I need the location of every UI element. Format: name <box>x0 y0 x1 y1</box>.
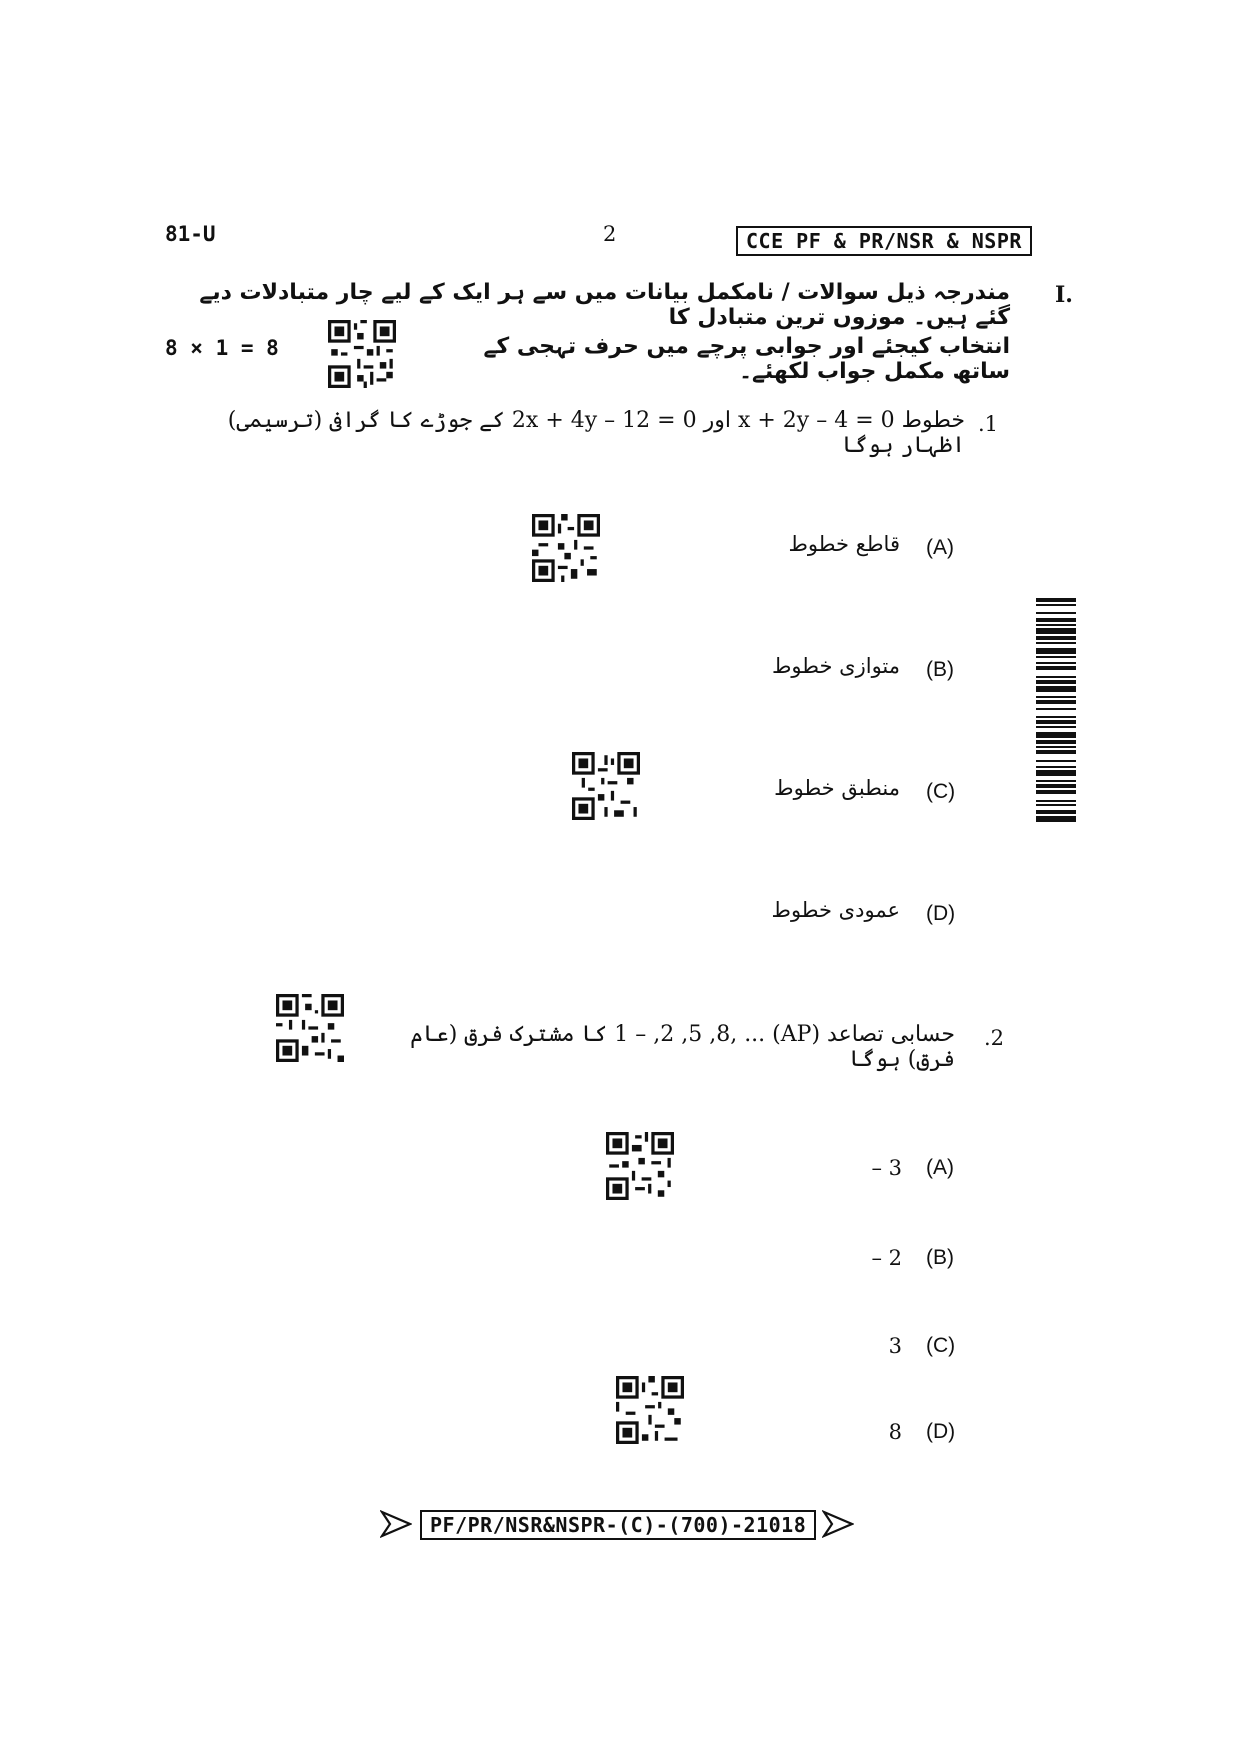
marks-allocation: 8 × 1 = 8 <box>165 336 279 360</box>
option-label: (C) <box>926 780 956 803</box>
question-text: خطوط 0 = 4 – x + 2y اور 0 = 12 – 2x + 4y کے جوڑے کا گرافی (ترسیمی) اظہار ہوگا <box>227 408 965 458</box>
option-text: 8 <box>888 1420 902 1444</box>
option-text: متوازی خطوط <box>772 654 900 678</box>
option-text: قاطع خطوط <box>788 532 900 556</box>
option-label: (B) <box>926 658 954 681</box>
qr-code-icon <box>328 320 396 388</box>
option-text: منطبق خطوط <box>774 776 900 800</box>
exam-title-box: CCE PF & PR/NSR & NSPR <box>736 226 1032 256</box>
qr-code-icon <box>616 1376 684 1444</box>
question-text: حسابی تصاعد (AP) ... ,1 – ,2 ,5 ,8 کا مشترک فرق (عام فرق) ہوگا <box>410 1022 955 1072</box>
option-label: (A) <box>926 1156 954 1179</box>
qr-code-icon <box>606 1132 674 1200</box>
qr-code-icon <box>532 514 600 582</box>
option-label: (D) <box>926 1420 956 1443</box>
option-label: (D) <box>926 902 956 925</box>
arrow-right-icon <box>822 1508 854 1540</box>
question-number: .2 <box>984 1026 1005 1050</box>
option-label: (B) <box>926 1246 954 1269</box>
barcode-icon <box>1036 598 1076 888</box>
qr-code-icon <box>572 752 640 820</box>
footer-code-box: PF/PR/NSR&NSPR-(C)-(700)-21018 <box>420 1510 816 1540</box>
option-label: (A) <box>926 536 954 559</box>
arrow-right-icon <box>380 1508 412 1540</box>
paper-code: 81-U <box>165 222 216 246</box>
section-number: I. <box>1055 282 1073 308</box>
option-text: 3 <box>888 1334 902 1358</box>
option-text: عمودی خطوط <box>771 898 900 922</box>
qr-code-icon <box>276 994 344 1062</box>
section-instruction-line1: مندرجہ ذیل سوالات / نامکمل بیانات میں سے ہر ایک کے لیے چار متبادلات دیے گئے ہیں۔ موزوں ترین متبادل کا <box>199 280 1010 330</box>
section-instruction-line2: انتخاب کیجئے اور جوابی پرچے میں حرف تہجی کے ساتھ مکمل جواب لکھئے۔ <box>483 334 1010 384</box>
page-number: 2 <box>603 222 617 246</box>
option-text: – 2 <box>871 1246 902 1270</box>
option-label: (C) <box>926 1334 956 1357</box>
question-number: .1 <box>978 412 999 436</box>
option-text: – 3 <box>871 1156 902 1180</box>
